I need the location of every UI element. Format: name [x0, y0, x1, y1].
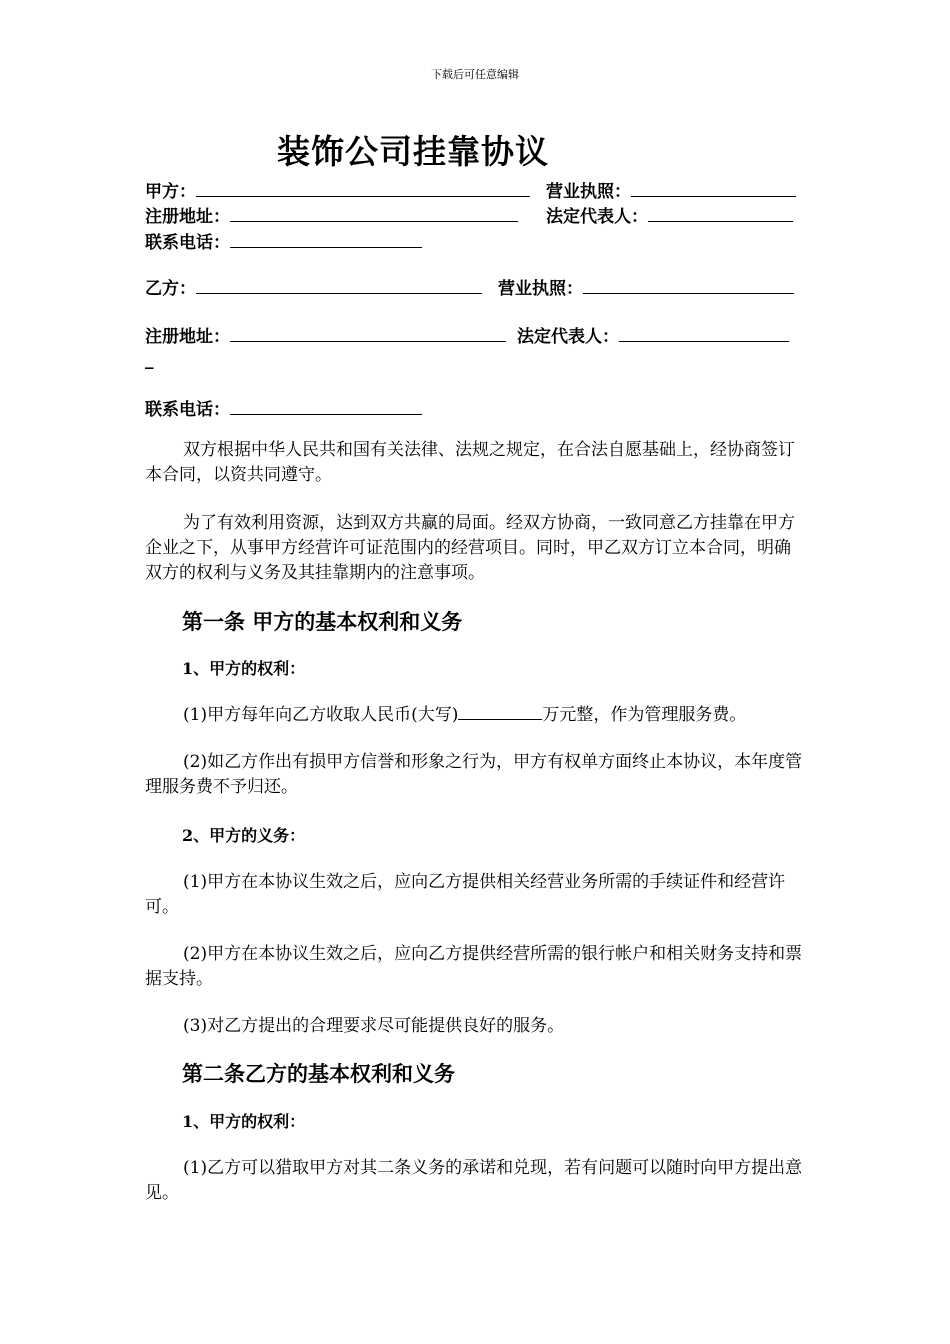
party-b-rep-field[interactable]: [619, 327, 789, 342]
fee-amount-blank[interactable]: [458, 705, 542, 720]
party-b-address-row: [145, 322, 506, 347]
party-b-rep-label: 法定代表人：: [517, 327, 619, 347]
party-b-overflow-mark: _: [145, 350, 154, 370]
party-b-rep-row: [517, 322, 789, 347]
header-note: 下载后可任意编辑: [431, 68, 519, 81]
article-2-right-1: (1)乙方可以猎取甲方对其二条义务的承诺和兑现，若有问题可以随时向甲方提出意见。: [145, 1158, 803, 1203]
party-b-name-label: 乙方：: [145, 279, 196, 299]
party-a-name-label: 甲方：: [145, 182, 196, 202]
party-a-address-label: 注册地址：: [145, 207, 230, 227]
party-a-phone-row: [145, 228, 422, 253]
article-1-right-1-text-after: 万元整，作为管理服务费。: [542, 705, 747, 725]
party-a-rep-field[interactable]: [648, 207, 793, 222]
party-b-phone-row: [145, 395, 422, 420]
article-2-rights-heading: 1、甲方的权利：: [182, 1112, 306, 1131]
article-1-duty-3: (3)对乙方提出的合理要求尽可能提供良好的服务。: [183, 1016, 565, 1036]
party-b-address-field[interactable]: [230, 327, 506, 342]
party-b-name-row: [145, 274, 482, 299]
intro-paragraph-1: 双方根据中华人民共和国有关法律、法规之规定，在合法自愿基础上，经协商签订本合同，以资共同遵守。: [145, 440, 795, 485]
article-1-rights-heading: 1、甲方的权利：: [182, 659, 306, 678]
party-a-rep-label: 法定代表人：: [546, 207, 648, 227]
article-1-right-2: (2)如乙方作出有损甲方信誉和形象之行为，甲方有权单方面终止本协议，本年度管理服务费不予归还。: [145, 752, 803, 797]
article-1-duty-2: (2)甲方在本协议生效之后，应向乙方提供经营所需的银行帐户和相关财务支持和票据支持。: [145, 944, 803, 989]
party-a-name-row: [145, 177, 530, 202]
article-1-duties-heading: 2、甲方的义务：: [182, 826, 306, 845]
party-a-license-row: [546, 177, 796, 202]
article-1-duty-1: (1)甲方在本协议生效之后，应向乙方提供相关经营业务所需的手续证件和经营许可。: [145, 872, 786, 917]
party-b-phone-label: 联系电话：: [145, 400, 230, 420]
party-b-name-field[interactable]: [196, 279, 482, 294]
party-b-license-field[interactable]: [583, 279, 794, 294]
party-b-address-label: 注册地址：: [145, 327, 230, 347]
party-a-address-row: [145, 202, 518, 227]
article-1-heading: 第一条 甲方的基本权利和义务: [182, 609, 463, 634]
article-1-right-1-text-before: (1)甲方每年向乙方收取人民币(大写): [183, 705, 459, 725]
party-a-license-label: 营业执照：: [546, 182, 631, 202]
party-b-license-row: [498, 274, 794, 299]
party-b-license-label: 营业执照：: [498, 279, 583, 299]
article-2-heading: 第二条乙方的基本权利和义务: [182, 1061, 455, 1086]
party-a-phone-field[interactable]: [230, 233, 422, 248]
intro-paragraph-2: 为了有效利用资源，达到双方共赢的局面。经双方协商，一致同意乙方挂靠在甲方企业之下，从事甲方经营许可证范围内的经营项目。同时，甲乙双方订立本合同，明确双方的权利与义务及其挂靠期内的注意事项。: [145, 513, 795, 583]
party-a-rep-row: [546, 202, 793, 227]
party-a-phone-label: 联系电话：: [145, 233, 230, 253]
document-title: 装饰公司挂靠协议: [277, 132, 549, 171]
party-a-name-field[interactable]: [196, 182, 530, 197]
party-b-phone-field[interactable]: [230, 400, 422, 415]
article-1-right-1: [145, 703, 807, 728]
party-a-license-field[interactable]: [631, 182, 796, 197]
party-a-address-field[interactable]: [230, 207, 518, 222]
